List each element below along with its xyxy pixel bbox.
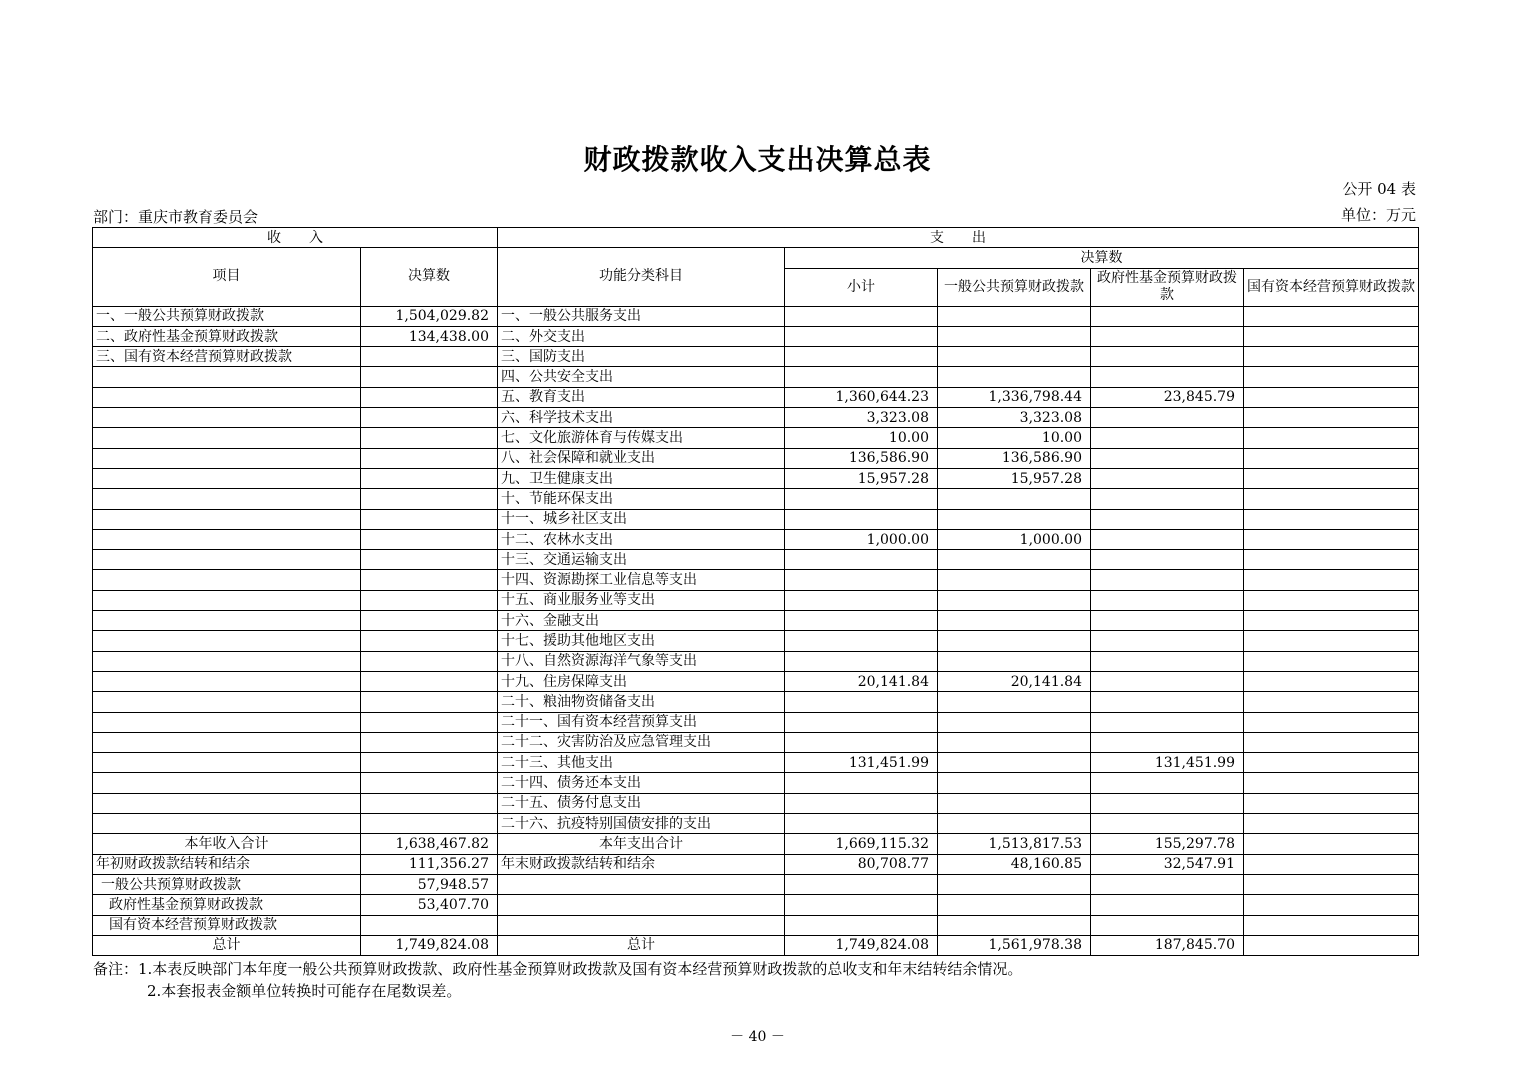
table-row bbox=[93, 408, 1419, 428]
begin-breakdown-row bbox=[93, 915, 1419, 935]
table-row bbox=[93, 712, 1419, 732]
expense-gov-fund-cell bbox=[1091, 651, 1244, 671]
expense-state-capital-cell bbox=[1244, 814, 1419, 834]
state-capital-header: 国有资本经营预算财政拨款 bbox=[1244, 268, 1419, 306]
table-row bbox=[93, 367, 1419, 387]
expense-gov-fund-cell bbox=[1091, 326, 1244, 346]
expense-state-capital-cell bbox=[1244, 367, 1419, 387]
income-item-cell bbox=[93, 468, 361, 488]
expense-gov-fund-cell bbox=[1091, 631, 1244, 651]
expense-subtotal-cell bbox=[785, 590, 938, 610]
expense-general-cell bbox=[938, 692, 1091, 712]
end-carryover-label: 年末财政拨款结转和结余 bbox=[498, 854, 785, 874]
expense-gov-fund-cell bbox=[1091, 814, 1244, 834]
expense-gov-fund-cell bbox=[1091, 550, 1244, 570]
function-category-cell: 十五、商业服务业等支出 bbox=[498, 590, 785, 610]
expense-gov-fund-cell bbox=[1091, 428, 1244, 448]
expense-state-capital-cell bbox=[1244, 428, 1419, 448]
expense-subtotal-cell bbox=[785, 631, 938, 651]
expense-gov-fund-cell bbox=[1091, 306, 1244, 326]
income-item-cell: 一、一般公共预算财政拨款 bbox=[93, 306, 361, 326]
general-budget-header: 一般公共预算财政拨款 bbox=[938, 268, 1091, 306]
begin-breakdown-label: 国有资本经营预算财政拨款 bbox=[93, 915, 361, 935]
income-item-cell bbox=[93, 814, 361, 834]
expense-general-cell bbox=[938, 651, 1091, 671]
expense-subtotal-cell bbox=[785, 773, 938, 793]
function-category-cell: 一、一般公共服务支出 bbox=[498, 306, 785, 326]
begin-carryover-label: 年初财政拨款结转和结余 bbox=[93, 854, 361, 874]
expense-subtotal-cell: 131,451.99 bbox=[785, 753, 938, 773]
income-amount-cell bbox=[361, 367, 498, 387]
income-item-cell bbox=[93, 570, 361, 590]
expense-subtotal-cell: 136,586.90 bbox=[785, 448, 938, 468]
expense-gov-fund-cell bbox=[1091, 408, 1244, 428]
table-row bbox=[93, 570, 1419, 590]
subtotal-header: 小计 bbox=[785, 268, 938, 306]
function-category-cell: 二十四、债务还本支出 bbox=[498, 773, 785, 793]
table-row bbox=[93, 428, 1419, 448]
expense-general-cell bbox=[938, 347, 1091, 367]
grand-income-label: 总计 bbox=[93, 935, 361, 955]
table-row bbox=[93, 611, 1419, 631]
expense-general-cell bbox=[938, 306, 1091, 326]
expense-subtotal-cell bbox=[785, 306, 938, 326]
function-category-cell: 三、国防支出 bbox=[498, 347, 785, 367]
table-row bbox=[93, 773, 1419, 793]
expense-general-cell: 1,336,798.44 bbox=[938, 387, 1091, 407]
expense-subtotal-cell bbox=[785, 570, 938, 590]
income-amount-cell bbox=[361, 590, 498, 610]
expense-gov-fund-cell bbox=[1091, 448, 1244, 468]
expense-subtotal-cell bbox=[785, 732, 938, 752]
expense-state-capital-cell bbox=[1244, 509, 1419, 529]
expense-gov-fund-cell bbox=[1091, 773, 1244, 793]
income-amount-cell bbox=[361, 550, 498, 570]
expense-state-capital-cell bbox=[1244, 448, 1419, 468]
income-amount-cell bbox=[361, 509, 498, 529]
expense-subtotal-cell: 10.00 bbox=[785, 428, 938, 448]
income-amount-cell bbox=[361, 631, 498, 651]
expense-state-capital-cell bbox=[1244, 671, 1419, 691]
end-carryover-general: 48,160.85 bbox=[938, 854, 1091, 874]
income-amount-cell bbox=[361, 448, 498, 468]
expense-state-capital-cell bbox=[1244, 692, 1419, 712]
income-item-cell bbox=[93, 428, 361, 448]
expense-state-capital-cell bbox=[1244, 793, 1419, 813]
begin-breakdown-label: 一般公共预算财政拨款 bbox=[93, 874, 361, 894]
income-amount-cell bbox=[361, 611, 498, 631]
income-header: 收 入 bbox=[93, 228, 498, 248]
function-category-cell: 十三、交通运输支出 bbox=[498, 550, 785, 570]
income-item-cell bbox=[93, 732, 361, 752]
expense-general-cell bbox=[938, 611, 1091, 631]
income-item-cell bbox=[93, 611, 361, 631]
begin-breakdown-value: 53,407.70 bbox=[361, 895, 498, 915]
function-category-cell: 十、节能环保支出 bbox=[498, 489, 785, 509]
function-category-cell: 二、外交支出 bbox=[498, 326, 785, 346]
carryover-row bbox=[93, 854, 1419, 874]
table-row bbox=[93, 651, 1419, 671]
table-row bbox=[93, 347, 1419, 367]
year-income-label: 本年收入合计 bbox=[93, 834, 361, 854]
table-row bbox=[93, 489, 1419, 509]
income-item-cell bbox=[93, 489, 361, 509]
table-row bbox=[93, 468, 1419, 488]
income-item-cell bbox=[93, 692, 361, 712]
function-category-cell: 十六、金融支出 bbox=[498, 611, 785, 631]
expense-general-cell bbox=[938, 489, 1091, 509]
expense-general-cell bbox=[938, 509, 1091, 529]
table-row bbox=[93, 732, 1419, 752]
begin-carryover-value: 111,356.27 bbox=[361, 854, 498, 874]
table-row bbox=[93, 793, 1419, 813]
income-item-cell bbox=[93, 550, 361, 570]
expense-general-cell: 10.00 bbox=[938, 428, 1091, 448]
table-row bbox=[93, 306, 1419, 326]
expense-gov-fund-cell: 23,845.79 bbox=[1091, 387, 1244, 407]
expense-subtotal-cell bbox=[785, 326, 938, 346]
expense-subtotal-cell bbox=[785, 814, 938, 834]
expense-subtotal-cell bbox=[785, 550, 938, 570]
table-row bbox=[93, 692, 1419, 712]
year-expense-state-capital bbox=[1244, 834, 1419, 854]
appropriation-table bbox=[92, 227, 1419, 956]
income-amount-cell bbox=[361, 570, 498, 590]
expense-general-cell bbox=[938, 326, 1091, 346]
expense-gov-fund-cell bbox=[1091, 570, 1244, 590]
table-row bbox=[93, 326, 1419, 346]
table-row bbox=[93, 590, 1419, 610]
expense-subtotal-cell bbox=[785, 367, 938, 387]
expense-gov-fund-cell bbox=[1091, 712, 1244, 732]
year-expense-label: 本年支出合计 bbox=[498, 834, 785, 854]
income-item-cell: 三、国有资本经营预算财政拨款 bbox=[93, 347, 361, 367]
income-amount-cell bbox=[361, 671, 498, 691]
expense-subtotal-cell: 3,323.08 bbox=[785, 408, 938, 428]
table-row bbox=[93, 753, 1419, 773]
note-1: 备注：1.本表反映部门本年度一般公共预算财政拨款、政府性基金预算财政拨款及国有资本经营预算财政拨款的总收支和年末结转结余情况。 bbox=[93, 960, 1023, 978]
expense-gov-fund-cell bbox=[1091, 347, 1244, 367]
grand-expense-label: 总计 bbox=[498, 935, 785, 955]
end-carryover-subtotal: 80,708.77 bbox=[785, 854, 938, 874]
function-category-cell: 九、卫生健康支出 bbox=[498, 468, 785, 488]
income-amount-cell: 1,504,029.82 bbox=[361, 306, 498, 326]
function-category-cell: 十四、资源勘探工业信息等支出 bbox=[498, 570, 785, 590]
function-category-cell: 二十六、抗疫特别国债安排的支出 bbox=[498, 814, 785, 834]
income-item-cell bbox=[93, 793, 361, 813]
income-item-cell bbox=[93, 509, 361, 529]
table-row bbox=[93, 631, 1419, 651]
expense-state-capital-cell bbox=[1244, 732, 1419, 752]
amount-header: 决算数 bbox=[361, 248, 498, 306]
table-row bbox=[93, 529, 1419, 549]
table-row bbox=[93, 550, 1419, 570]
function-category-cell: 八、社会保障和就业支出 bbox=[498, 448, 785, 468]
income-amount-cell bbox=[361, 712, 498, 732]
expense-general-cell bbox=[938, 773, 1091, 793]
expense-general-cell bbox=[938, 793, 1091, 813]
function-category-cell: 二十三、其他支出 bbox=[498, 753, 785, 773]
grand-expense-state-capital bbox=[1244, 935, 1419, 955]
income-item-cell bbox=[93, 387, 361, 407]
expense-general-cell bbox=[938, 550, 1091, 570]
expense-subtotal-cell bbox=[785, 692, 938, 712]
income-amount-cell bbox=[361, 814, 498, 834]
table-row bbox=[93, 814, 1419, 834]
expense-subtotal-cell bbox=[785, 651, 938, 671]
income-amount-cell bbox=[361, 468, 498, 488]
income-item-cell bbox=[93, 367, 361, 387]
end-carryover-gov-fund: 32,547.91 bbox=[1091, 854, 1244, 874]
income-item-cell bbox=[93, 773, 361, 793]
function-category-cell: 二十、粮油物资储备支出 bbox=[498, 692, 785, 712]
expense-subtotal-cell bbox=[785, 611, 938, 631]
grand-expense-subtotal: 1,749,824.08 bbox=[785, 935, 938, 955]
expense-general-cell bbox=[938, 814, 1091, 834]
income-item-cell bbox=[93, 529, 361, 549]
function-category-cell: 十九、住房保障支出 bbox=[498, 671, 785, 691]
income-amount-cell bbox=[361, 428, 498, 448]
expense-state-capital-cell bbox=[1244, 468, 1419, 488]
income-item-cell bbox=[93, 753, 361, 773]
year-income-value: 1,638,467.82 bbox=[361, 834, 498, 854]
income-item-cell bbox=[93, 590, 361, 610]
table-row bbox=[93, 387, 1419, 407]
income-item-cell bbox=[93, 448, 361, 468]
expense-state-capital-cell bbox=[1244, 529, 1419, 549]
expense-gov-fund-cell bbox=[1091, 590, 1244, 610]
expense-gov-fund-cell bbox=[1091, 489, 1244, 509]
function-category-cell: 六、科学技术支出 bbox=[498, 408, 785, 428]
end-carryover-state-capital bbox=[1244, 854, 1419, 874]
function-category-cell: 十八、自然资源海洋气象等支出 bbox=[498, 651, 785, 671]
expense-state-capital-cell bbox=[1244, 651, 1419, 671]
func-header: 功能分类科目 bbox=[498, 248, 785, 306]
notes bbox=[93, 958, 1022, 1002]
unit-label: 单位：万元 bbox=[1340, 206, 1416, 224]
function-category-cell: 二十五、债务付息支出 bbox=[498, 793, 785, 813]
function-category-cell: 四、公共安全支出 bbox=[498, 367, 785, 387]
gov-fund-header: 政府性基金预算财政拨款 bbox=[1091, 268, 1244, 306]
begin-breakdown-row bbox=[93, 895, 1419, 915]
income-amount-cell bbox=[361, 773, 498, 793]
function-category-cell: 二十二、灾害防治及应急管理支出 bbox=[498, 732, 785, 752]
income-amount-cell bbox=[361, 347, 498, 367]
expense-subtotal-cell bbox=[785, 712, 938, 732]
begin-breakdown-value bbox=[361, 915, 498, 935]
expense-state-capital-cell bbox=[1244, 306, 1419, 326]
function-category-cell: 十二、农林水支出 bbox=[498, 529, 785, 549]
expense-general-cell bbox=[938, 732, 1091, 752]
expense-subtotal-cell bbox=[785, 509, 938, 529]
expense-general-cell: 15,957.28 bbox=[938, 468, 1091, 488]
expense-general-cell bbox=[938, 753, 1091, 773]
income-item-cell bbox=[93, 651, 361, 671]
page-number: － 40 － bbox=[730, 1029, 785, 1045]
expense-gov-fund-cell bbox=[1091, 468, 1244, 488]
grand-total-row bbox=[93, 935, 1419, 955]
expense-subtotal-cell: 15,957.28 bbox=[785, 468, 938, 488]
year-total-row bbox=[93, 834, 1419, 854]
income-amount-cell bbox=[361, 489, 498, 509]
expense-gov-fund-cell: 131,451.99 bbox=[1091, 753, 1244, 773]
expense-subtotal-cell bbox=[785, 347, 938, 367]
expense-state-capital-cell bbox=[1244, 347, 1419, 367]
income-amount-cell bbox=[361, 732, 498, 752]
function-category-cell: 十一、城乡社区支出 bbox=[498, 509, 785, 529]
page-title: 财政拨款收入支出决算总表 bbox=[583, 143, 932, 176]
begin-breakdown-label: 政府性基金预算财政拨款 bbox=[93, 895, 361, 915]
income-amount-cell bbox=[361, 753, 498, 773]
note-2: 2.本套报表金额单位转换时可能存在尾数误差。 bbox=[147, 982, 462, 1000]
expense-general-cell bbox=[938, 367, 1091, 387]
begin-breakdown-row bbox=[93, 874, 1419, 894]
grand-expense-gov-fund: 187,845.70 bbox=[1091, 935, 1244, 955]
expense-general-cell: 136,586.90 bbox=[938, 448, 1091, 468]
expense-subtotal-cell bbox=[785, 793, 938, 813]
income-item-cell bbox=[93, 712, 361, 732]
expense-subtotal-cell bbox=[785, 489, 938, 509]
expense-gov-fund-cell bbox=[1091, 611, 1244, 631]
expense-state-capital-cell bbox=[1244, 712, 1419, 732]
expense-general-cell: 1,000.00 bbox=[938, 529, 1091, 549]
expense-header: 支 出 bbox=[498, 228, 1419, 248]
year-expense-gov-fund: 155,297.78 bbox=[1091, 834, 1244, 854]
grand-expense-general: 1,561,978.38 bbox=[938, 935, 1091, 955]
income-amount-cell bbox=[361, 408, 498, 428]
function-category-cell: 二十一、国有资本经营预算支出 bbox=[498, 712, 785, 732]
expense-gov-fund-cell bbox=[1091, 509, 1244, 529]
income-item-cell bbox=[93, 631, 361, 651]
expense-state-capital-cell bbox=[1244, 550, 1419, 570]
expense-state-capital-cell bbox=[1244, 570, 1419, 590]
expense-general-cell: 3,323.08 bbox=[938, 408, 1091, 428]
expense-state-capital-cell bbox=[1244, 387, 1419, 407]
begin-breakdown-value: 57,948.57 bbox=[361, 874, 498, 894]
table-row bbox=[93, 509, 1419, 529]
expense-general-cell: 20,141.84 bbox=[938, 671, 1091, 691]
expense-state-capital-cell bbox=[1244, 489, 1419, 509]
expense-subtotal-cell: 1,000.00 bbox=[785, 529, 938, 549]
expense-general-cell bbox=[938, 570, 1091, 590]
income-amount-cell bbox=[361, 529, 498, 549]
grand-income-value: 1,749,824.08 bbox=[361, 935, 498, 955]
expense-state-capital-cell bbox=[1244, 326, 1419, 346]
expense-subtotal-cell: 1,360,644.23 bbox=[785, 387, 938, 407]
expense-state-capital-cell bbox=[1244, 753, 1419, 773]
expense-state-capital-cell bbox=[1244, 590, 1419, 610]
function-category-cell: 十七、援助其他地区支出 bbox=[498, 631, 785, 651]
function-category-cell: 五、教育支出 bbox=[498, 387, 785, 407]
income-amount-cell bbox=[361, 692, 498, 712]
expense-state-capital-cell bbox=[1244, 408, 1419, 428]
expense-gov-fund-cell bbox=[1091, 732, 1244, 752]
income-amount-cell bbox=[361, 793, 498, 813]
year-expense-general: 1,513,817.53 bbox=[938, 834, 1091, 854]
income-amount-cell: 134,438.00 bbox=[361, 326, 498, 346]
year-expense-subtotal: 1,669,115.32 bbox=[785, 834, 938, 854]
expense-gov-fund-cell bbox=[1091, 793, 1244, 813]
income-amount-cell bbox=[361, 651, 498, 671]
department-label: 部门：重庆市教育委员会 bbox=[93, 208, 259, 226]
expense-gov-fund-cell bbox=[1091, 671, 1244, 691]
expense-state-capital-cell bbox=[1244, 773, 1419, 793]
expense-gov-fund-cell bbox=[1091, 367, 1244, 387]
expense-general-cell bbox=[938, 590, 1091, 610]
income-item-cell bbox=[93, 671, 361, 691]
final-amount-header: 决算数 bbox=[785, 248, 1419, 268]
expense-general-cell bbox=[938, 712, 1091, 732]
table-row bbox=[93, 671, 1419, 691]
function-category-cell: 七、文化旅游体育与传媒支出 bbox=[498, 428, 785, 448]
item-header: 项目 bbox=[93, 248, 361, 306]
income-amount-cell bbox=[361, 387, 498, 407]
expense-gov-fund-cell bbox=[1091, 692, 1244, 712]
expense-state-capital-cell bbox=[1244, 631, 1419, 651]
expense-state-capital-cell bbox=[1244, 611, 1419, 631]
income-item-cell: 二、政府性基金预算财政拨款 bbox=[93, 326, 361, 346]
expense-gov-fund-cell bbox=[1091, 529, 1244, 549]
table-row bbox=[93, 448, 1419, 468]
table-number: 公开 04 表 bbox=[1342, 180, 1416, 198]
expense-subtotal-cell: 20,141.84 bbox=[785, 671, 938, 691]
expense-general-cell bbox=[938, 631, 1091, 651]
income-item-cell bbox=[93, 408, 361, 428]
